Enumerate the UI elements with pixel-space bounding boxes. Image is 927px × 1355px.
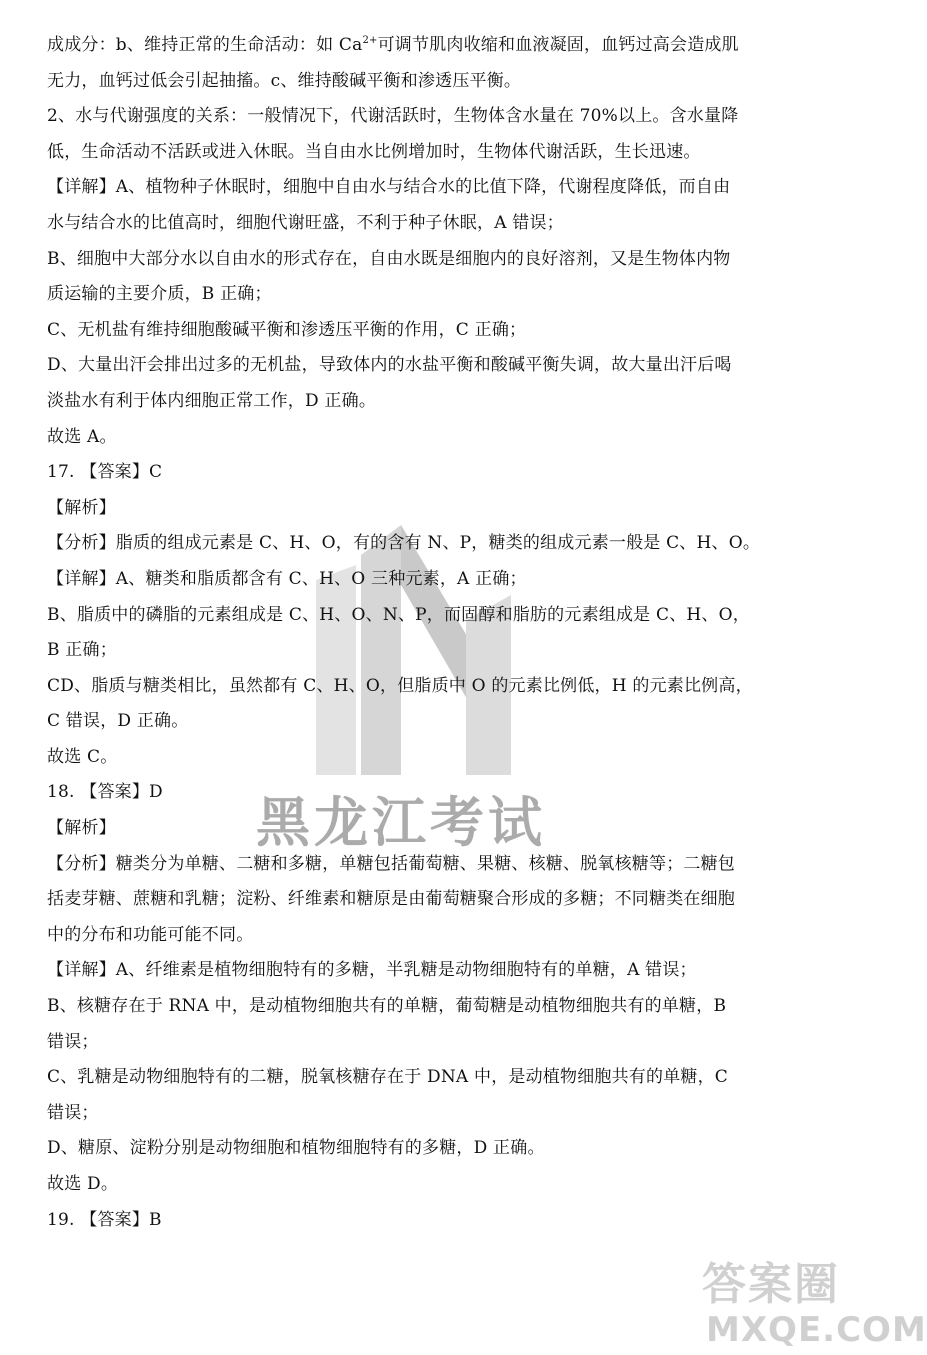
watermark-corner-url: MXQE.COM bbox=[706, 1310, 927, 1350]
section-heading: 【解析】 bbox=[47, 497, 116, 518]
text-line: 故选 D。 bbox=[47, 1174, 119, 1194]
text-line: 质运输的主要介质，B 正确； bbox=[47, 284, 272, 305]
text-line: D、大量出汗会排出过多的无机盐，导致体内的水盐平衡和酸碱平衡失调，故大量出汗后喝 bbox=[47, 355, 732, 376]
text-line: C 错误，D 正确。 bbox=[47, 711, 189, 732]
superscript: 2+ bbox=[362, 35, 378, 46]
section-heading: 【解析】 bbox=[47, 818, 116, 839]
text-line: C、无机盐有维持细胞酸碱平衡和渗透压平衡的作用，C 正确； bbox=[47, 319, 527, 340]
text-line: 【分析】脂质的组成元素是 C、H、O，有的含有 N、P，糖类的组成元素一般是 C、H、O。 bbox=[47, 533, 761, 554]
text-line: 错误； bbox=[47, 1031, 99, 1052]
text-line: 无力，血钙过低会引起抽搐。c、维持酸碱平衡和渗透压平衡。 bbox=[47, 70, 522, 91]
watermark-corner-text: 答案圈 bbox=[702, 1259, 840, 1310]
question-answer-17: 17. 【答案】C bbox=[47, 462, 163, 483]
text-line: 【详解】A、糖类和脂质都含有 C、H、O 三种元素，A 正确； bbox=[47, 568, 527, 589]
text-line bbox=[47, 28, 822, 64]
text-line: D、糖原、淀粉分别是动物细胞和植物细胞特有的多糖，D 正确。 bbox=[47, 1138, 545, 1159]
text-line: CD、脂质与糖类相比，虽然都有 C、H、O，但脂质中 O 的元素比例低，H 的元素比例高， bbox=[47, 675, 753, 696]
document-body bbox=[47, 28, 822, 1238]
text-line: B、核糖存在于 RNA 中，是动植物细胞共有的单糖，葡萄糖是动植物细胞共有的单糖，B bbox=[47, 996, 727, 1017]
text-line: B、脂质中的磷脂的元素组成是 C、H、O、N、P，而固醇和脂肪的元素组成是 C、H、O， bbox=[47, 604, 750, 625]
text-line: B 正确； bbox=[47, 640, 117, 661]
text-line: 低，生命活动不活跃或进入休眠。当自由水比例增加时，生物体代谢活跃，生长迅速。 bbox=[47, 141, 701, 162]
question-answer-18: 18. 【答案】D bbox=[47, 782, 163, 803]
text-line: 【详解】A、植物种子休眠时，细胞中自由水与结合水的比值下降，代谢程度降低，而自由 bbox=[47, 177, 731, 198]
text-line: C、乳糖是动物细胞特有的二糖，脱氧核糖存在于 DNA 中，是动植物细胞共有的单糖，C bbox=[47, 1067, 729, 1088]
line-text: 成成分：b、维持正常的生命活动：如 Ca bbox=[47, 35, 363, 55]
text-line: B、细胞中大部分水以自由水的形式存在，自由水既是细胞内的良好溶剂，又是生物体内物 bbox=[47, 248, 731, 269]
text-line: 【详解】A、纤维素是植物细胞特有的多糖，半乳糖是动物细胞特有的单糖，A 错误； bbox=[47, 960, 697, 981]
text-line: 错误； bbox=[47, 1102, 99, 1123]
text-line: 故选 A。 bbox=[47, 426, 117, 447]
text-line: 中的分布和功能可能不同。 bbox=[47, 924, 254, 945]
text-line: 淡盐水有利于体内细胞正常工作，D 正确。 bbox=[47, 390, 377, 411]
text-line: 故选 C。 bbox=[47, 746, 118, 767]
text-line: 【分析】糖类分为单糖、二糖和多糖，单糖包括葡萄糖、果糖、核糖、脱氧核糖等；二糖包 bbox=[47, 853, 735, 874]
question-answer-19: 19. 【答案】B bbox=[47, 1209, 162, 1230]
line-text-tail: 可调节肌肉收缩和血液凝固，血钙过高会造成肌 bbox=[377, 35, 739, 55]
watermark-text: 黑龙江考试 bbox=[256, 791, 546, 854]
text-line: 2、水与代谢强度的关系：一般情况下，代谢活跃时，生物体含水量在 70%以上。含水量降 bbox=[47, 106, 739, 127]
watermark-corner-logo bbox=[700, 1240, 868, 1355]
text-line: 水与结合水的比值高时，细胞代谢旺盛，不利于种子休眠，A 错误； bbox=[47, 212, 564, 233]
text-line: 括麦芽糖、蔗糖和乳糖；淀粉、纤维素和糖原是由葡萄糖聚合形成的多糖；不同糖类在细胞 bbox=[47, 889, 735, 910]
